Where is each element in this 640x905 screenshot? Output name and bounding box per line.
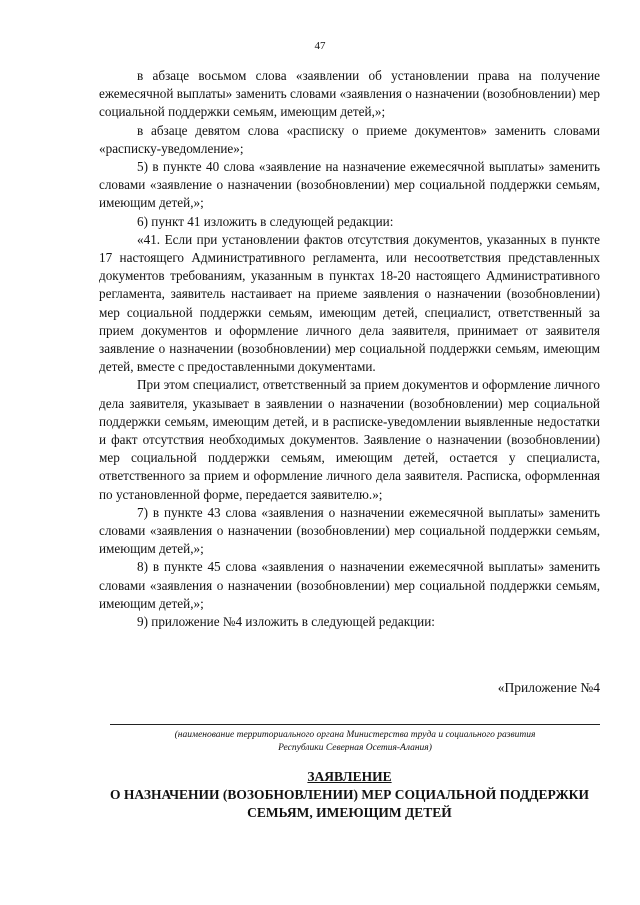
paragraph-5: «41. Если при установлении фактов отсутствия документов, указанных в пункте 17 настоящего Административного регламента, или несоответствия представленных документов требованиям, указанным в пунктах 18-20 настоящего Административного регламента, заявитель настаивает на приеме заявления о назначении (возобновлении) мер социальной поддержки семьям, имеющим детей, специалист, ответственный за прием документов и оформление личного дела заявителя, принимает от заявителя заявление о назначении (возобновлении) мер социальной поддержки семьям, имеющим детей, вместе с предоставленными документами. (99, 231, 600, 375)
form-title-line-1: О НАЗНАЧЕНИИ (ВОЗОБНОВЛЕНИИ) МЕР СОЦИАЛЬНОЙ ПОДДЕРЖКИ (110, 787, 589, 802)
form-title (99, 768, 600, 822)
signature-line (110, 724, 600, 725)
paragraph-6: При этом специалист, ответственный за прием документов и оформление личного дела заявителя, указывает в заявлении о назначении (возобновлении) мер социальной поддержки семьям, имеющим детей, и в расписке-уведомлении выявленные недостатки и факт отсутствия необходимых документов. Заявление о назначении (возобновлении) мер социальной поддержки семьям, имеющим детей, остается у специалиста, ответственного за прием и оформление личного дела заявителя. Расписка, оформленная по установленной форме, передается заявителю.»; (99, 377, 600, 502)
caption-line-2: Республики Северная Осетия-Алания) (278, 743, 432, 753)
page-number: 47 (314, 40, 326, 52)
form-title-line-2: СЕМЬЯМ, ИМЕЮЩИМ ДЕТЕЙ (247, 805, 452, 820)
paragraph-2: в абзаце девятом слова «расписку о приеме документов» заменить словами «расписку-уведомление»; (99, 122, 600, 156)
paragraph-3: 5) в пункте 40 слова «заявление на назначение ежемесячной выплаты» заменить словами «заявление о назначении (возобновлении) мер социальной поддержки семьям, имеющим детей,»; (99, 159, 600, 211)
appendix-label: «Приложение №4 (497, 680, 600, 695)
authority-caption (110, 729, 600, 755)
form-heading: ЗАЯВЛЕНИЕ (307, 769, 392, 784)
paragraph-4: 6) пункт 41 изложить в следующей редакции: (137, 213, 394, 229)
paragraph-8: 8) в пункте 45 слова «заявления о назначении ежемесячной выплаты» заменить словами «заявления о назначении (возобновлении) мер социальной поддержки семьям, имеющим детей,»; (99, 559, 600, 611)
paragraph-9: 9) приложение №4 изложить в следующей редакции: (137, 614, 435, 630)
paragraph-7: 7) в пункте 43 слова «заявления о назначении ежемесячной выплаты» заменить словами «заявления о назначении (возобновлении) мер социальной поддержки семьям, имеющим детей,»; (99, 504, 600, 557)
paragraph-1: в абзаце восьмом слова «заявлении об установлении права на получение ежемесячной выплаты» заменить словами «заявления о назначении (возобновлении) мер социальной поддержки семьям, имеющим детей,»; (99, 68, 600, 120)
caption-line-1: (наименование территориального органа Министерства труда и социального развития (174, 730, 536, 740)
body-text (99, 67, 600, 631)
